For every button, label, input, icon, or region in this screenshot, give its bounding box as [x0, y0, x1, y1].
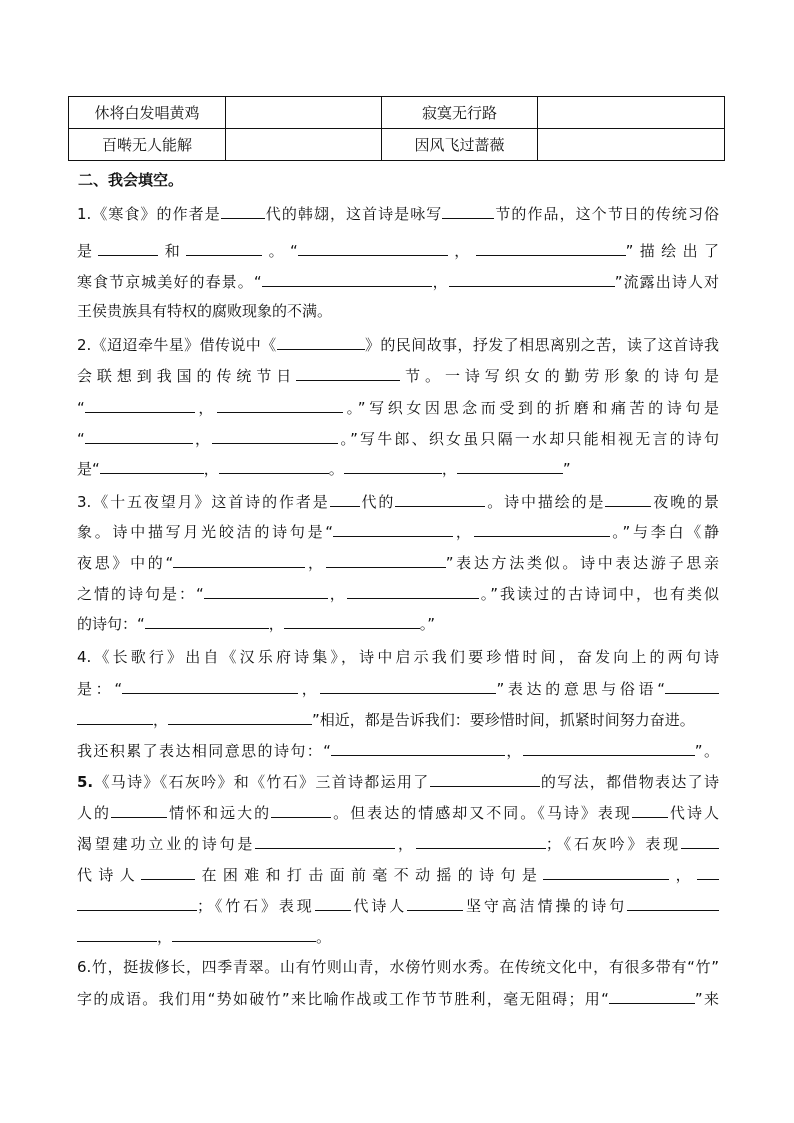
table-row — [69, 97, 725, 129]
text: 。诗中描绘的是 — [485, 493, 606, 511]
answer-blank[interactable] — [320, 676, 496, 694]
text: ”表达的意思与俗语“ — [496, 680, 665, 698]
text: ”流露出诗人对 — [614, 273, 719, 291]
text: ， — [431, 273, 449, 291]
text: ；《石灰吟》表现 — [545, 835, 681, 853]
table-cell: 因风飞过蔷薇 — [382, 129, 538, 161]
q3-line-2 — [77, 519, 719, 543]
answer-blank[interactable] — [145, 611, 269, 629]
text: ， — [305, 554, 326, 572]
text: 节的作品，这个节日的传统习俗 — [494, 205, 719, 223]
text: 代诗人 — [77, 866, 142, 884]
text: 夜思》中的“ — [77, 554, 174, 572]
answer-blank[interactable] — [298, 238, 448, 256]
answer-blank[interactable] — [331, 738, 505, 756]
text: 3.《十五夜望月》这首诗的作者是 — [77, 493, 330, 511]
text: 会联想到我国的传统节日 — [77, 367, 297, 385]
text: 代诗人 — [667, 804, 719, 822]
text: 的写法，都借物表达了诗 — [539, 773, 719, 791]
table-cell: 百啭无人能解 — [69, 129, 226, 161]
answer-blank[interactable] — [277, 332, 365, 350]
q3-line-4 — [77, 581, 719, 605]
text: ；《竹石》表现 — [197, 897, 315, 915]
answer-blank[interactable] — [344, 456, 442, 474]
table-answer-cell[interactable] — [538, 97, 725, 129]
answer-blank[interactable] — [221, 201, 265, 219]
q4-line-1: 4.《长歌行》出自《汉乐府诗集》，诗中启示我们要珍惜时间，奋发向上的两句诗 — [77, 648, 719, 666]
answer-blank[interactable] — [416, 831, 546, 849]
text: 夜晚的景 — [651, 493, 719, 511]
answer-blank[interactable] — [255, 831, 395, 849]
text: 和 — [158, 242, 187, 260]
text: ， — [192, 430, 213, 448]
text: 人的 — [77, 804, 112, 822]
q5-line-3 — [77, 831, 719, 855]
q3-line-3 — [77, 550, 719, 574]
q3-line-1 — [77, 489, 719, 513]
q4-line-2 — [77, 676, 719, 700]
answer-blank[interactable] — [609, 986, 695, 1004]
poem-fill-table — [68, 96, 725, 161]
text: ， — [669, 866, 697, 884]
answer-blank[interactable] — [141, 862, 195, 880]
answer-blank[interactable] — [605, 489, 651, 507]
q5-line-6 — [77, 924, 719, 948]
q5-line-1 — [77, 769, 719, 793]
answer-blank[interactable] — [111, 800, 167, 818]
text: ”描绘出了 — [625, 242, 719, 260]
table-answer-cell[interactable] — [226, 97, 382, 129]
answer-blank[interactable] — [681, 831, 719, 849]
text: ， — [504, 742, 523, 760]
q2-line-3 — [77, 395, 719, 419]
text: 是：“ — [77, 680, 123, 698]
text: 2.《迢迢牵牛星》借传说中《 — [77, 336, 277, 354]
text: 寒食节京城美好的春景。“ — [77, 273, 262, 291]
text: 代的韩翃，这首诗是咏写 — [264, 205, 443, 223]
answer-blank[interactable] — [665, 676, 719, 694]
text: ， — [157, 928, 173, 946]
text: ， — [327, 585, 347, 603]
text: 1.《寒食》的作者是 — [77, 205, 221, 223]
text: 。 — [328, 460, 344, 478]
answer-blank[interactable] — [474, 519, 610, 537]
answer-blank[interactable] — [330, 489, 360, 507]
text: 象。诗中描写月光皎洁的诗句是“ — [77, 523, 334, 541]
text: ”来 — [694, 990, 719, 1008]
text: ， — [298, 680, 321, 698]
text: 《马诗》《石灰吟》和《竹石》三首诗都运用了 — [93, 773, 430, 791]
text: ， — [453, 523, 474, 541]
text: 在困难和打击面前毫不动摇的诗句是 — [195, 866, 544, 884]
text: 代诗人 — [350, 897, 408, 915]
answer-blank[interactable] — [347, 581, 479, 599]
text: “ — [77, 430, 85, 448]
text: ， — [447, 242, 476, 260]
answer-blank[interactable] — [395, 489, 485, 507]
text: ”表达方法类似。诗中表达游子思亲 — [445, 554, 719, 572]
table-answer-cell[interactable] — [226, 129, 382, 161]
text: ， — [268, 615, 284, 633]
answer-blank[interactable] — [219, 456, 329, 474]
answer-blank[interactable] — [262, 269, 432, 287]
answer-blank[interactable] — [449, 269, 615, 287]
q2-line-4 — [77, 426, 719, 450]
answer-blank[interactable] — [284, 611, 420, 629]
answer-blank[interactable] — [697, 862, 719, 880]
text: ， — [441, 460, 457, 478]
answer-blank[interactable] — [457, 456, 563, 474]
text: 是“ — [77, 460, 100, 478]
answer-blank[interactable] — [476, 238, 626, 256]
answer-blank[interactable] — [296, 363, 400, 381]
q3-line-5 — [77, 611, 719, 635]
text: 。”与李白《静 — [609, 523, 719, 541]
text: 。”我读过的古诗词中，也有类似 — [478, 585, 719, 603]
answer-blank[interactable] — [77, 924, 157, 942]
text: ” — [562, 460, 571, 478]
answer-blank[interactable] — [543, 862, 669, 880]
answer-blank[interactable] — [407, 893, 463, 911]
answer-blank[interactable] — [77, 707, 153, 725]
answer-blank[interactable] — [271, 800, 331, 818]
text: 。”写牛郎、织女虽只隔一水却只能相视无言的诗句 — [338, 430, 719, 448]
answer-blank[interactable] — [523, 738, 695, 756]
answer-blank[interactable] — [173, 550, 305, 568]
answer-blank[interactable] — [315, 893, 351, 911]
text: 的诗句：“ — [77, 615, 145, 633]
answer-blank[interactable] — [98, 238, 158, 256]
answer-blank[interactable] — [85, 395, 195, 413]
q4-line-3 — [77, 707, 719, 731]
text: 。但表达的情感却又不同。《马诗》表现 — [331, 804, 632, 822]
text: 。”写织女因思念而受到的折磨和痛苦的诗句是 — [343, 399, 719, 417]
text: 渴望建功立业的诗句是 — [77, 835, 256, 853]
answer-blank[interactable] — [122, 676, 298, 694]
text: 之情的诗句是：“ — [77, 585, 204, 603]
q2-line-5 — [77, 456, 719, 480]
text: 》的民间故事，抒发了相思离别之苦，读了这首诗我 — [364, 336, 719, 354]
answer-blank[interactable] — [77, 893, 197, 911]
text: “ — [77, 399, 85, 417]
text: 。“ — [262, 242, 298, 260]
text: 代的 — [359, 493, 396, 511]
text: ， — [194, 399, 217, 417]
text: 。 — [316, 928, 332, 946]
text: ， — [153, 711, 169, 729]
q4-line-4 — [77, 738, 719, 762]
text: 我还积累了表达相同意思的诗句：“ — [77, 742, 331, 760]
answer-blank[interactable] — [217, 395, 343, 413]
q1-line-4: 王侯贵族具有特权的腐败现象的不满。 — [77, 302, 333, 320]
answer-blank[interactable] — [100, 456, 204, 474]
q1-line-3 — [77, 269, 719, 293]
answer-blank[interactable] — [168, 707, 312, 725]
section-heading: 二、我会填空。 — [78, 171, 184, 189]
q6-line-2 — [77, 986, 719, 1010]
table-cell: 休将白发唱黄鸡 — [69, 97, 226, 129]
text: 坚守高洁情操的诗句 — [463, 897, 627, 915]
q5-line-5 — [77, 893, 719, 917]
text: ， — [395, 835, 416, 853]
text: ”相近，都是告诉我们：要珍惜时间，抓紧时间努力奋进。 — [312, 711, 695, 729]
q5-line-2 — [77, 800, 719, 824]
q6-line-1: 6.竹，挺拔修长，四季青翠。山有竹则山青，水傍竹则水秀。在传统文化中，有很多带有“竹” — [77, 958, 719, 976]
answer-blank[interactable] — [627, 893, 719, 911]
text: ”。 — [694, 742, 719, 760]
text: 5. — [77, 773, 94, 791]
q5-line-4 — [77, 862, 719, 886]
table-row — [69, 129, 725, 161]
q2-line-2 — [77, 363, 719, 387]
text: 节。一诗写织女的勤劳形象的诗句是 — [400, 367, 719, 385]
table-answer-cell[interactable] — [538, 129, 725, 161]
answer-blank[interactable] — [204, 581, 328, 599]
answer-blank[interactable] — [326, 550, 446, 568]
table-cell: 寂寞无行路 — [382, 97, 538, 129]
answer-blank[interactable] — [172, 924, 316, 942]
q1-line-1 — [77, 201, 719, 225]
text: 情怀和远大的 — [167, 804, 272, 822]
q2-line-1 — [77, 332, 719, 356]
text: 。” — [419, 615, 436, 633]
answer-blank[interactable] — [212, 426, 338, 444]
text: 字的成语。我们用“势如破竹”来比喻作战或工作节节胜利，毫无阻碍；用“ — [77, 990, 609, 1008]
answer-blank[interactable] — [85, 426, 193, 444]
answer-blank[interactable] — [186, 238, 262, 256]
text: 是 — [77, 242, 99, 260]
answer-blank[interactable] — [632, 800, 668, 818]
answer-blank[interactable] — [430, 769, 540, 787]
q1-line-2 — [77, 238, 719, 262]
text: ， — [203, 460, 219, 478]
answer-blank[interactable] — [333, 519, 453, 537]
answer-blank[interactable] — [442, 201, 494, 219]
